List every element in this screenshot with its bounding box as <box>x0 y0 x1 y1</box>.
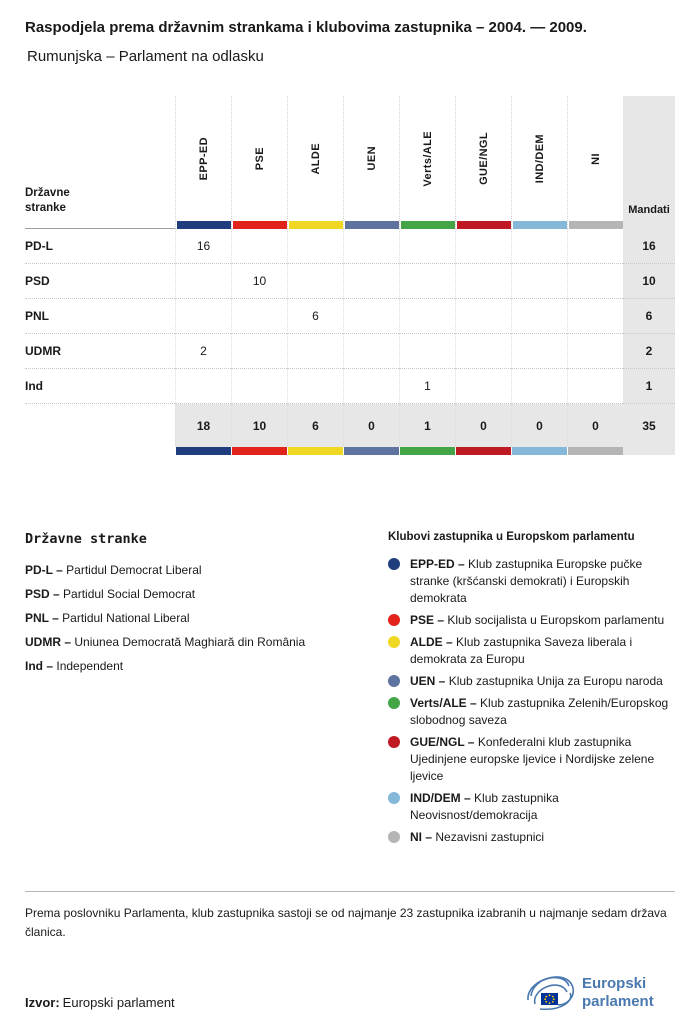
seat-value <box>567 229 623 264</box>
seat-value <box>567 369 623 404</box>
party-name: PD-L <box>25 229 175 264</box>
seat-value: 2 <box>175 334 231 369</box>
seat-value <box>399 299 455 334</box>
total-value: 18 <box>175 404 231 447</box>
legend-parties-title: Državne stranke <box>25 531 147 547</box>
group-abbr: EPP-ED – <box>410 557 465 571</box>
mandati-value: 10 <box>623 264 675 299</box>
source-label: Izvor: <box>25 995 60 1010</box>
seats-table <box>25 96 675 455</box>
group-desc: Klub zastupnika Europske pučke stranke (kršćanski demokrati) i Europskih demokrata <box>410 557 643 605</box>
party-fullname: Partidul National Liberal <box>62 611 190 625</box>
group-abbr: IND/DEM – <box>410 791 471 805</box>
seat-value <box>567 264 623 299</box>
source-line <box>25 995 175 1018</box>
group-abbr: Verts/ALE – <box>410 696 477 710</box>
group-color-bar <box>345 221 399 229</box>
party-legend-item <box>25 635 388 649</box>
group-desc: Konfederalni klub zastupnika Ujedinjene europske ljevice i Nordijske zelene ljevice <box>410 735 655 783</box>
seat-value <box>231 299 287 334</box>
seat-value <box>511 299 567 334</box>
party-abbr: PD-L – <box>25 563 63 577</box>
party-legend-item <box>25 587 388 601</box>
group-color-bar <box>287 447 343 455</box>
party-fullname: Independent <box>56 659 124 673</box>
seat-value: 1 <box>399 369 455 404</box>
legend-color-dot <box>388 831 400 843</box>
group-legend-item <box>388 612 675 629</box>
party-name: Ind <box>25 369 175 404</box>
group-abbr: NI – <box>410 830 433 844</box>
seat-value <box>231 229 287 264</box>
group-abbr: GUE/NGL – <box>410 735 475 749</box>
group-color-bar <box>175 447 231 455</box>
bar-row-spacer <box>25 447 175 455</box>
column-header-pse <box>231 96 287 229</box>
seat-value <box>399 264 455 299</box>
column-header-label: GUE/NGL <box>477 132 490 185</box>
column-header-epp-ed <box>175 96 231 229</box>
seat-value <box>231 369 287 404</box>
seat-value <box>287 264 343 299</box>
party-abbr: UDMR – <box>25 635 72 649</box>
group-color-bar <box>177 221 231 229</box>
party-name: PSD <box>25 264 175 299</box>
column-header-uen <box>343 96 399 229</box>
group-color-bar <box>511 447 567 455</box>
group-color-bar <box>513 221 567 229</box>
total-value: 6 <box>287 404 343 447</box>
seat-value <box>287 369 343 404</box>
legend-color-dot <box>388 636 400 648</box>
logo-text-line1: Europski <box>582 975 647 992</box>
group-color-bar <box>569 221 623 229</box>
legend-color-dot <box>388 736 400 748</box>
total-mandati: 35 <box>623 404 675 447</box>
column-header-label: NI <box>589 152 602 165</box>
column-header-gue-ngl <box>455 96 511 229</box>
legend-color-dot <box>388 614 400 626</box>
group-desc: Klub zastupnika Neovisnost/demokracija <box>410 791 559 822</box>
total-value: 0 <box>567 404 623 447</box>
column-header-label: UEN <box>365 146 378 171</box>
total-value: 10 <box>231 404 287 447</box>
legend-groups-list <box>388 556 675 846</box>
seat-value <box>455 264 511 299</box>
seat-value <box>399 334 455 369</box>
mandati-bar-spacer <box>623 447 675 455</box>
column-header-label: Verts/ALE <box>421 130 434 187</box>
legend-section <box>25 531 675 851</box>
group-legend-item <box>388 790 675 824</box>
legend-color-dot <box>388 675 400 687</box>
legend-color-dot <box>388 558 400 570</box>
group-desc: Klub zastupnika Saveza liberala i demokrata za Europu <box>410 635 633 666</box>
group-desc: Klub zastupnika Zelenih/Europskog slobodnog saveza <box>410 696 669 727</box>
group-abbr: PSE – <box>410 613 445 627</box>
party-legend-item <box>25 611 388 625</box>
seat-value <box>175 264 231 299</box>
mandati-header <box>623 96 675 229</box>
page-title: Raspodjela prema državnim strankama i klubovima zastupnika – 2004. — 2009. <box>25 19 587 36</box>
party-legend-item <box>25 563 388 577</box>
seat-value <box>567 299 623 334</box>
column-header-ind-dem <box>511 96 567 229</box>
group-legend-item <box>388 556 675 607</box>
seat-value <box>343 264 399 299</box>
seat-value <box>455 229 511 264</box>
group-abbr: UEN – <box>410 674 446 688</box>
seat-value <box>343 334 399 369</box>
seat-value <box>231 334 287 369</box>
party-fullname: Partidul Democrat Liberal <box>66 563 202 577</box>
seat-value <box>455 334 511 369</box>
row-header-text: Državne stranke <box>25 187 70 214</box>
mandati-value: 2 <box>623 334 675 369</box>
column-header-verts-ale <box>399 96 455 229</box>
legend-color-dot <box>388 697 400 709</box>
logo-text-line2: parlament <box>582 993 654 1010</box>
column-header-ni <box>567 96 623 229</box>
group-legend-item <box>388 829 675 846</box>
group-color-bar <box>289 221 343 229</box>
seat-value <box>455 299 511 334</box>
seat-value <box>343 299 399 334</box>
seat-value <box>287 229 343 264</box>
group-color-bar <box>457 221 511 229</box>
total-value: 0 <box>455 404 511 447</box>
totals-row-spacer <box>25 404 175 447</box>
seat-value <box>175 299 231 334</box>
column-header-alde <box>287 96 343 229</box>
legend-color-dot <box>388 792 400 804</box>
party-abbr: Ind – <box>25 659 54 673</box>
seat-value <box>511 369 567 404</box>
party-fullname: Uniunea Democrată Maghiară din România <box>74 635 306 649</box>
group-desc: Klub zastupnika Unija za Europu naroda <box>448 674 663 688</box>
party-abbr: PSD – <box>25 587 60 601</box>
footer-divider <box>25 891 675 892</box>
group-color-bar <box>343 447 399 455</box>
group-color-bar <box>231 447 287 455</box>
mandati-value: 1 <box>623 369 675 404</box>
party-fullname: Partidul Social Democrat <box>63 587 196 601</box>
seat-value <box>511 229 567 264</box>
group-legend-item <box>388 734 675 785</box>
seat-value <box>175 369 231 404</box>
page-subtitle: Rumunjska – Parlament na odlasku <box>27 48 264 65</box>
group-legend-item <box>388 673 675 690</box>
footnote: Prema poslovniku Parlamenta, klub zastupnika sastoji se od najmanje 23 zastupnika izabranih u najmanje sedam država članica. <box>25 906 667 939</box>
seat-value <box>567 334 623 369</box>
group-legend-item <box>388 634 675 668</box>
seat-value <box>399 229 455 264</box>
total-value: 1 <box>399 404 455 447</box>
source-text: Europski parlament <box>62 995 175 1010</box>
legend-parties <box>25 531 388 851</box>
party-name: UDMR <box>25 334 175 369</box>
party-legend-item <box>25 659 388 673</box>
column-header-label: ALDE <box>309 142 322 175</box>
total-value: 0 <box>511 404 567 447</box>
mandati-header-label: Mandati <box>628 204 670 216</box>
group-color-bar <box>399 447 455 455</box>
seat-value <box>343 229 399 264</box>
seat-value: 16 <box>175 229 231 264</box>
group-desc: Nezavisni zastupnici <box>435 830 545 844</box>
total-value: 0 <box>343 404 399 447</box>
seat-value <box>343 369 399 404</box>
seat-value <box>455 369 511 404</box>
group-desc: Klub socijalista u Europskom parlamentu <box>447 613 665 627</box>
group-color-bar <box>567 447 623 455</box>
legend-groups <box>388 531 675 851</box>
mandati-value: 16 <box>623 229 675 264</box>
party-abbr: PNL – <box>25 611 59 625</box>
seat-value <box>511 264 567 299</box>
eu-flag-icon <box>541 993 558 1005</box>
mandati-value: 6 <box>623 299 675 334</box>
ep-logo <box>523 966 675 1018</box>
seat-value: 10 <box>231 264 287 299</box>
group-legend-item <box>388 695 675 729</box>
group-abbr: ALDE – <box>410 635 453 649</box>
group-color-bar <box>233 221 287 229</box>
seat-value: 6 <box>287 299 343 334</box>
group-color-bar <box>455 447 511 455</box>
column-header-label: EPP-ED <box>197 136 210 181</box>
seat-value <box>287 334 343 369</box>
column-header-label: IND/DEM <box>533 133 546 184</box>
legend-groups-title: Klubovi zastupnika u Europskom parlamentu <box>388 531 635 543</box>
column-header-label: PSE <box>253 146 266 171</box>
seat-value <box>511 334 567 369</box>
source-row <box>25 966 675 1018</box>
legend-parties-list <box>25 563 388 673</box>
party-name: PNL <box>25 299 175 334</box>
group-color-bar <box>401 221 455 229</box>
row-header-label <box>25 96 175 229</box>
